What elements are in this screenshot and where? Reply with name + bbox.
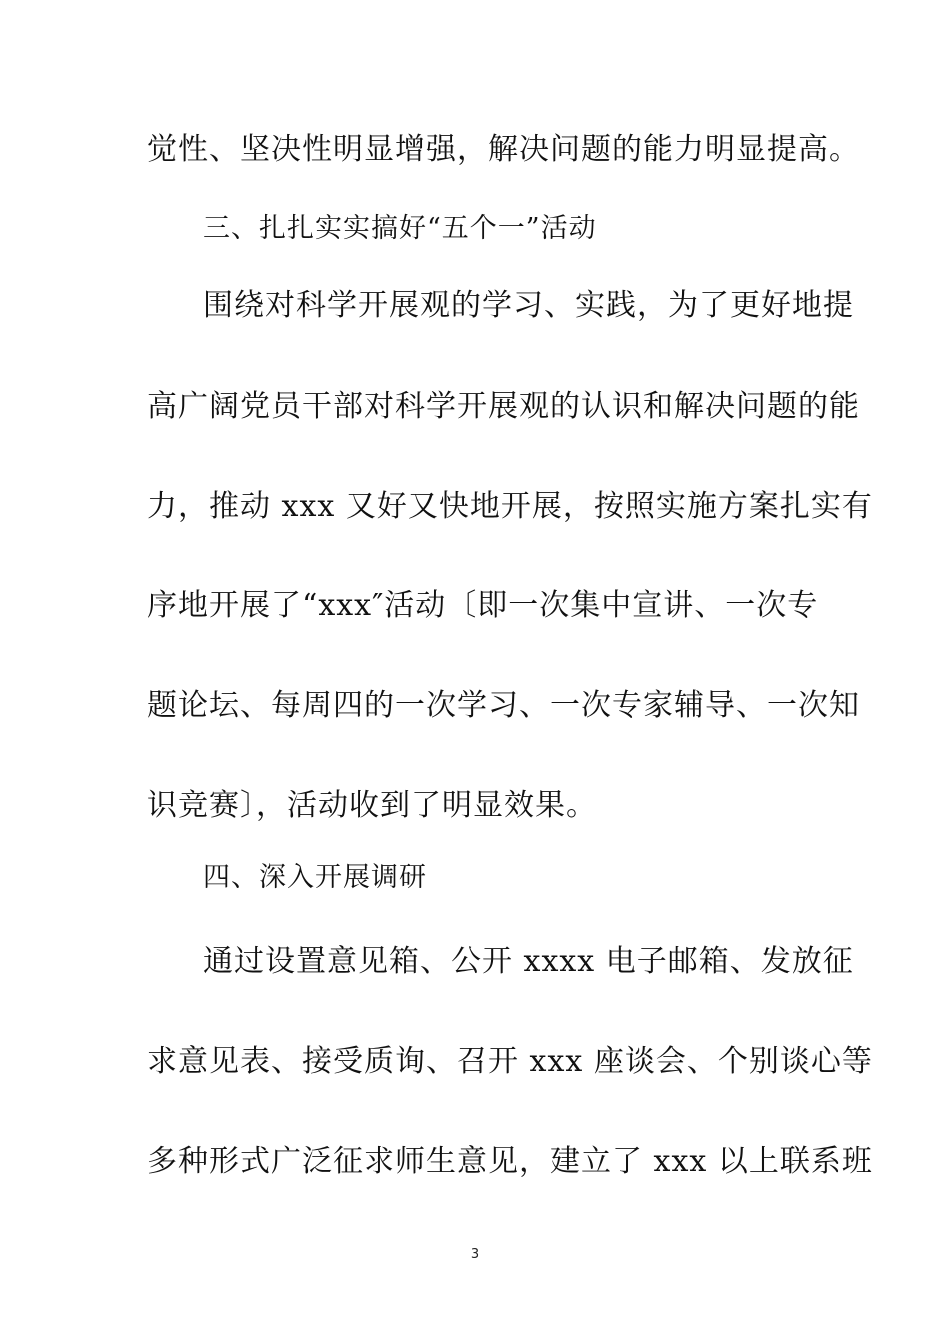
paragraph-line: 多种形式广泛征求师生意见，建立了 xxx 以上联系班 bbox=[147, 1144, 873, 1179]
section-heading: 四、深入开展调研 bbox=[203, 862, 427, 893]
paragraph-line: 围绕对科学开展观的学习、实践，为了更好地提 bbox=[203, 288, 854, 323]
paragraph-line: 力，推动 xxx 又好又快地开展，按照实施方案扎实有 bbox=[147, 489, 873, 524]
paragraph-line: 题论坛、每周四的一次学习、一次专家辅导、一次知 bbox=[147, 688, 860, 723]
paragraph-line: 高广阔党员干部对科学开展观的认识和解决问题的能 bbox=[147, 389, 860, 424]
paragraph-line: 序地开展了“xxx″活动〔即一次集中宣讲、一次专 bbox=[147, 588, 819, 623]
paragraph-line: 求意见表、接受质询、召开 xxx 座谈会、个别谈心等 bbox=[147, 1044, 873, 1079]
paragraph-line: 觉性、坚决性明显增强，解决问题的能力明显提高。 bbox=[147, 132, 860, 167]
page-number: 3 bbox=[470, 1247, 480, 1262]
section-heading: 三、扎扎实实搞好“五个一”活动 bbox=[203, 213, 597, 244]
paragraph-line: 通过设置意见箱、公开 xxxx 电子邮箱、发放征 bbox=[203, 944, 854, 979]
paragraph-line: 识竞赛〕，活动收到了明显效果。 bbox=[147, 788, 597, 823]
